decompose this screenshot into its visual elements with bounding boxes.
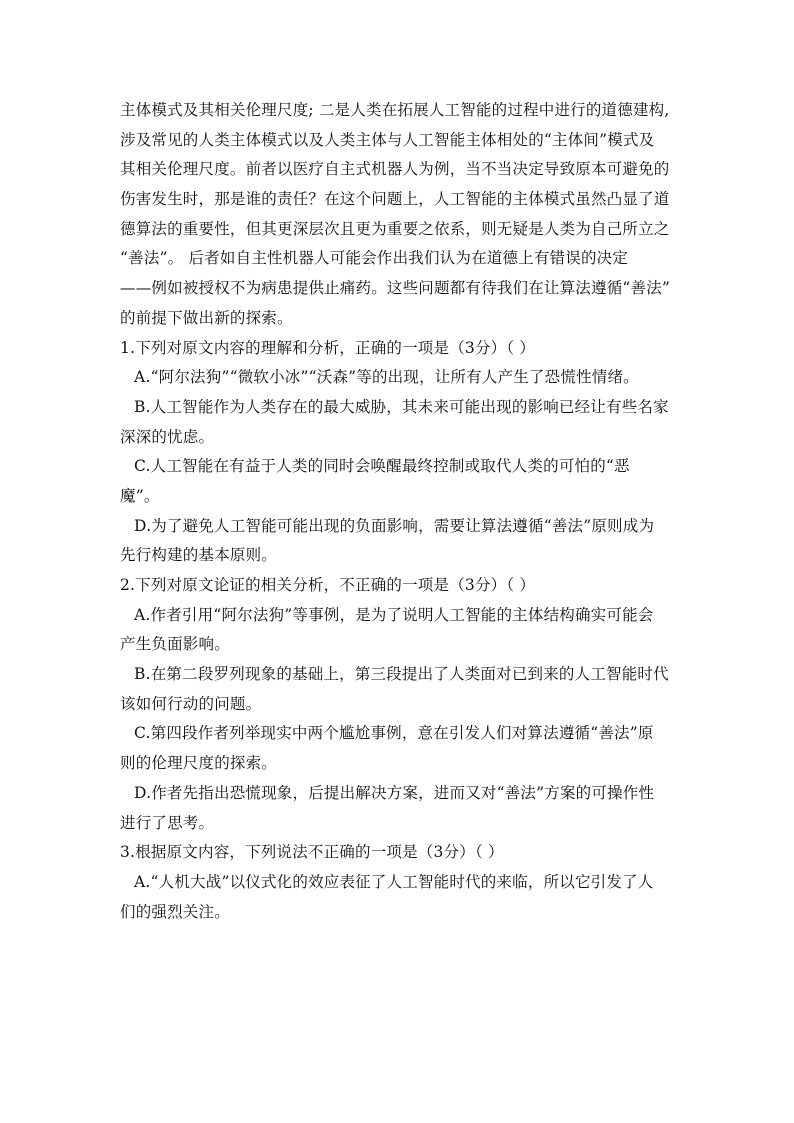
passage-line: 德算法的重要性，但其更深层次且更为重要之依系，则无疑是人类为自己所立之 bbox=[120, 219, 670, 238]
passage-line: “善法”。 后者如自主性机器人可能会作出我们认为在道德上有错误的决定 bbox=[120, 249, 629, 268]
passage-line: 涉及常见的人类主体模式以及人类主体与人工智能主体相处的“主体间”模式及 bbox=[120, 130, 655, 149]
option-a: A.“阿尔法狗”“微软小冰”“沃森”等的出现，让所有人产生了恐慌性情绪。 bbox=[134, 368, 639, 387]
question-stem: 2.下列对原文论证的相关分析，不正确的一项是（3分）（ ） bbox=[120, 576, 536, 594]
option-b: B.人工智能作为人类存在的最大威胁，其未来可能出现的影响已经让有些名家 bbox=[134, 397, 669, 416]
option-a-continued: 们的强烈关注。 bbox=[120, 902, 230, 921]
passage bbox=[120, 96, 680, 334]
question-stem: 3.根据原文内容，下列说法不正确的一项是（3分）（ ） bbox=[120, 843, 504, 862]
passage-line: 其相关伦理尺度。前者以医疗自主式机器人为例，当不当决定导致原本可避免的 bbox=[120, 160, 670, 179]
option-b-continued: 深深的忧虑。 bbox=[120, 427, 215, 446]
option-c-continued: 魔”。 bbox=[120, 486, 160, 505]
document-body bbox=[120, 96, 680, 927]
passage-line: ——例如被授权不为病患提供止痛药。这些问题都有待我们在让算法遵循“善法” bbox=[120, 279, 671, 298]
passage-line: 主体模式及其相关伦理尺度; 二是人类在拓展人工智能的过程中进行的道德建构, bbox=[120, 101, 670, 119]
option-c: C.人工智能在有益于人类的同时会唤醒最终控制或取代人类的可怕的“恶 bbox=[134, 457, 630, 476]
question-stem: 1.下列对原文内容的理解和分析，正确的一项是（3分）（ ） bbox=[120, 338, 536, 357]
option-d-continued: 进行了思考。 bbox=[120, 813, 215, 832]
option-b: B.在第二段罗列现象的基础上，第三段提出了人类面对已到来的人工智能时代 bbox=[134, 665, 669, 684]
option-d-continued: 先行构建的基本原则。 bbox=[120, 546, 278, 565]
question-3 bbox=[120, 838, 680, 927]
passage-line: 的前提下做出新的探索。 bbox=[120, 308, 293, 327]
option-d: D.作者先指出恐慌现象，后提出解决方案，进而又对“善法”方案的可操作性 bbox=[134, 783, 655, 802]
passage-line: 伤害发生时，那是谁的责任？在这个问题上，人工智能的主体模式虽然凸显了道 bbox=[120, 190, 670, 209]
option-b-continued: 该如何行动的问题。 bbox=[120, 694, 262, 713]
option-a-continued: 产生负面影响。 bbox=[120, 635, 230, 654]
option-c-continued: 则的伦理尺度的探索。 bbox=[120, 754, 278, 773]
option-a: A.“人机大战”以仪式化的效应表征了人工智能时代的来临，所以它引发了人 bbox=[134, 872, 654, 891]
option-c: C.第四段作者列举现实中两个尴尬事例，意在引发人们对算法遵循“善法”原 bbox=[134, 724, 654, 743]
question-2 bbox=[120, 571, 680, 838]
question-1 bbox=[120, 334, 680, 572]
option-d: D.为了避免人工智能可能出现的负面影响，需要让算法遵循“善法”原则成为 bbox=[134, 516, 655, 535]
option-a: A.作者引用“阿尔法狗”等事例，是为了说明人工智能的主体结构确实可能会 bbox=[134, 605, 654, 624]
